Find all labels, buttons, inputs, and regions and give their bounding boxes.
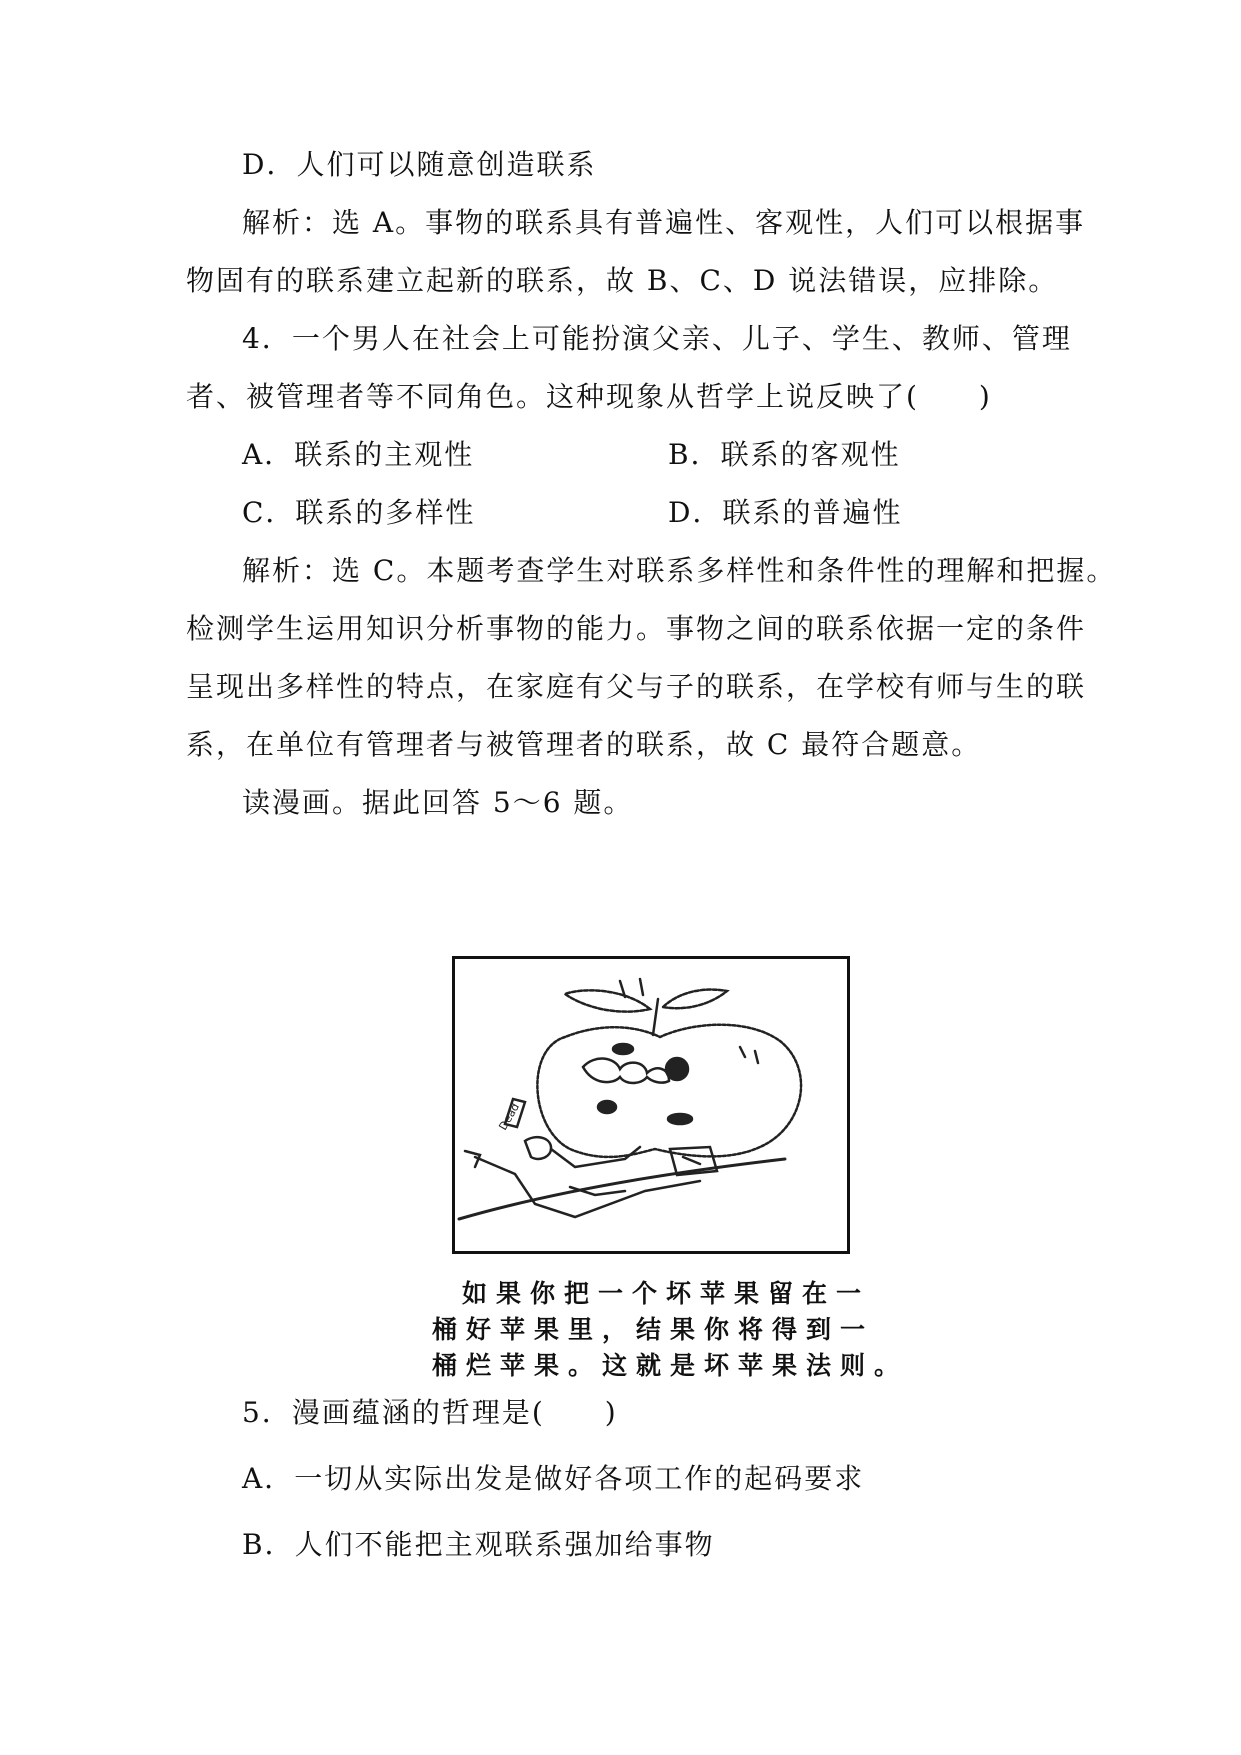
q3-option-d: D．人们可以随意创造联系 (242, 148, 597, 181)
caption-line-2: 桶好苹果里，结果你将得到一 (432, 1315, 875, 1344)
q4-option-a: A．联系的主观性 (242, 438, 475, 471)
q4-stem-line-1: 4．一个男人在社会上可能扮演父亲、儿子、学生、教师、管理 (242, 322, 1072, 355)
q5-option-b: B．人们不能把主观联系强加给事物 (242, 1528, 715, 1561)
read-cartoon-instruction: 读漫画。据此回答 5～6 题。 (242, 786, 634, 819)
q4-option-d: D．联系的普遍性 (668, 496, 903, 529)
caption-line-3: 桶烂苹果。这就是坏苹果法则。 (432, 1351, 909, 1380)
q3-analysis-line-2: 物固有的联系建立起新的联系，故 B、C、D 说法错误，应排除。 (186, 264, 1059, 297)
q4-analysis-line-1: 解析：选 C。本题考查学生对联系多样性和条件性的理解和把握。 (242, 554, 1117, 587)
q4-option-c: C．联系的多样性 (242, 496, 476, 529)
q5-option-a: A．一切从实际出发是做好各项工作的起码要求 (242, 1462, 865, 1495)
q3-analysis-line-1: 解析：选 A。事物的联系具有普遍性、客观性，人们可以根据事 (242, 206, 1086, 239)
q5-stem: 5．漫画蕴涵的哲理是( ) (242, 1396, 618, 1429)
cartoon-sign-text: Dead (496, 1100, 523, 1133)
cartoon-caption (432, 1276, 909, 1384)
q4-stem-line-2: 者、被管理者等不同角色。这种现象从哲学上说反映了( ) (186, 380, 992, 413)
q4-analysis-line-4: 系，在单位有管理者与被管理者的联系，故 C 最符合题意。 (186, 728, 982, 761)
q4-option-b: B．联系的客观性 (668, 438, 901, 471)
q4-analysis-line-3: 呈现出多样性的特点，在家庭有父与子的联系，在学校有师与生的联 (186, 670, 1087, 703)
q4-analysis-line-2: 检测学生运用知识分析事物的能力。事物之间的联系依据一定的条件 (186, 612, 1087, 645)
cartoon-image (452, 956, 850, 1254)
bad-apple-cartoon-drawing (455, 959, 847, 1251)
caption-line-1: 如果你把一个坏苹果留在一 (462, 1279, 871, 1308)
